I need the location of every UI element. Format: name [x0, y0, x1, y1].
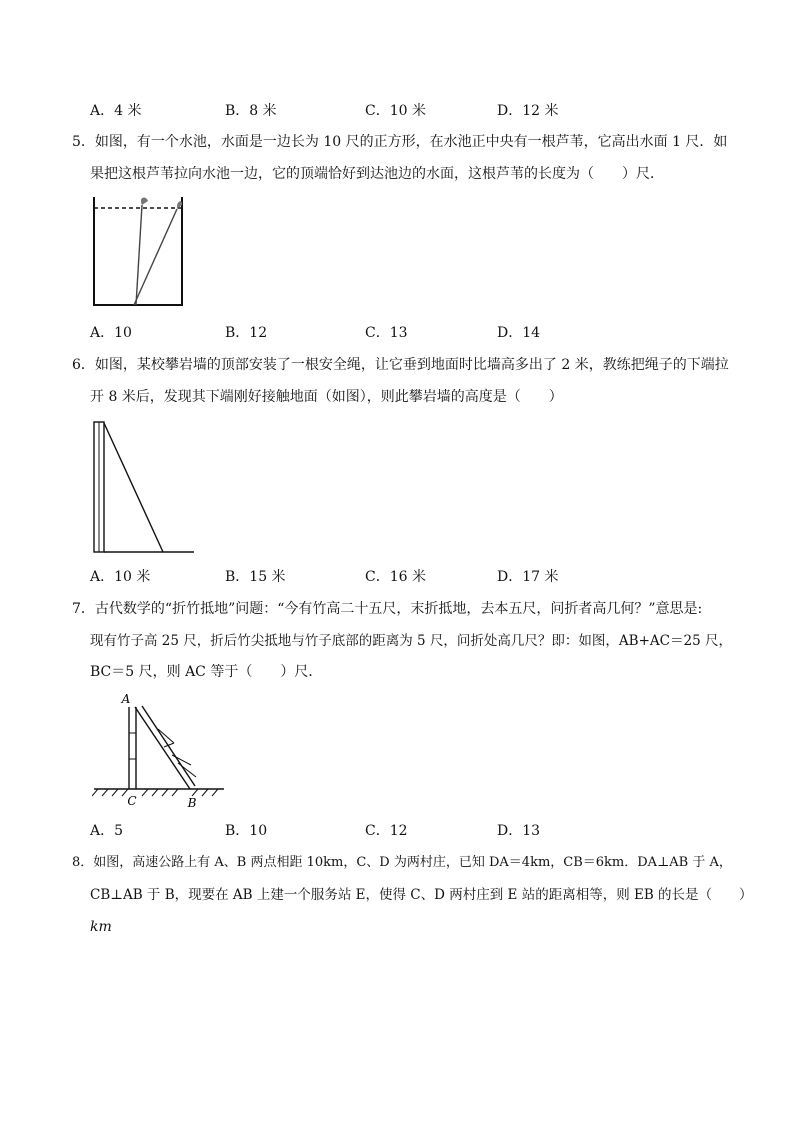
- q7-options: [90, 821, 610, 841]
- q5-stem-line-2: 果把这根芦苇拉向水池一边，它的顶端恰好到达池边的水面，这根芦苇的长度为（ ）尺．: [90, 166, 664, 182]
- q6-stem-line-2: 开 8 米后，发现其下端刚好接触地面（如图），则此攀岩墙的高度是（ ）: [90, 389, 563, 405]
- q8-stem-line-3: km: [90, 919, 112, 935]
- q7-label-b: B: [187, 796, 197, 810]
- q5-pool-figure: [88, 195, 188, 310]
- q7-option-c[interactable]: C．12: [365, 823, 408, 839]
- q6-option-c[interactable]: C．16 米: [365, 569, 426, 585]
- q7-option-a[interactable]: A．5: [90, 823, 124, 839]
- q5-options: [90, 323, 610, 343]
- q5-option-a[interactable]: A．10: [90, 325, 132, 341]
- q8-stem-line-2: CB⊥AB 于 B，现要在 AB 上建一个服务站 E，使得 C、D 两村庄到 E 站的距离相等，则 EB 的长是（ ）: [90, 887, 753, 903]
- q7-option-d[interactable]: D．13: [497, 823, 541, 839]
- q7-stem-line-3: BC＝5 尺，则 AC 等于（ ）尺．: [90, 664, 323, 680]
- q5-option-b[interactable]: B．12: [225, 325, 268, 341]
- q7-label-a: A: [121, 693, 131, 706]
- q5-option-d[interactable]: D．14: [497, 325, 541, 341]
- q7-label-c: C: [127, 794, 137, 808]
- q4-option-c[interactable]: C．10 米: [365, 103, 426, 119]
- q8-stem-line-1: 8．如图，高速公路上有 A、B 两点相距 10km，C、D 为两村庄，已知 DA＝4km，CB＝6km．DA⊥AB 于 A，: [72, 855, 732, 870]
- q4-option-b[interactable]: B．8 米: [225, 103, 277, 119]
- q6-option-d[interactable]: D．17 米: [497, 569, 559, 585]
- q4-option-a[interactable]: A．4 米: [90, 103, 142, 119]
- q7-bamboo-figure: [92, 693, 226, 811]
- q7-stem-line-1: 7．古代数学的“折竹抵地”问题：“今有竹高二十五尺，末折抵地，去本五尺，问折者高几何？”意思是:: [72, 601, 703, 617]
- q4-options: [90, 101, 610, 121]
- q7-stem-line-2: 现有竹子高 25 尺，折后竹尖抵地与竹子底部的距离为 5 尺，问折处高几尺？即：如图，AB+AC＝25 尺，: [90, 633, 732, 649]
- q4-option-d[interactable]: D．12 米: [497, 103, 559, 119]
- q5-stem-line-1: 5．如图，有一个水池，水面是一边长为 10 尺的正方形，在水池正中央有一根芦苇，它高出水面 1 尺．如: [72, 134, 728, 150]
- q6-climbing-wall-figure: [90, 420, 200, 556]
- q5-option-c[interactable]: C．13: [365, 325, 408, 341]
- q6-option-b[interactable]: B．15 米: [225, 569, 286, 585]
- q6-option-a[interactable]: A．10 米: [90, 569, 151, 585]
- q7-option-b[interactable]: B．10: [225, 823, 268, 839]
- q6-stem-line-1: 6．如图，某校攀岩墙的顶部安装了一根安全绳，让它垂到地面时比墙高多出了 2 米，教练把绳子的下端拉: [72, 357, 729, 373]
- q6-options: [90, 567, 610, 587]
